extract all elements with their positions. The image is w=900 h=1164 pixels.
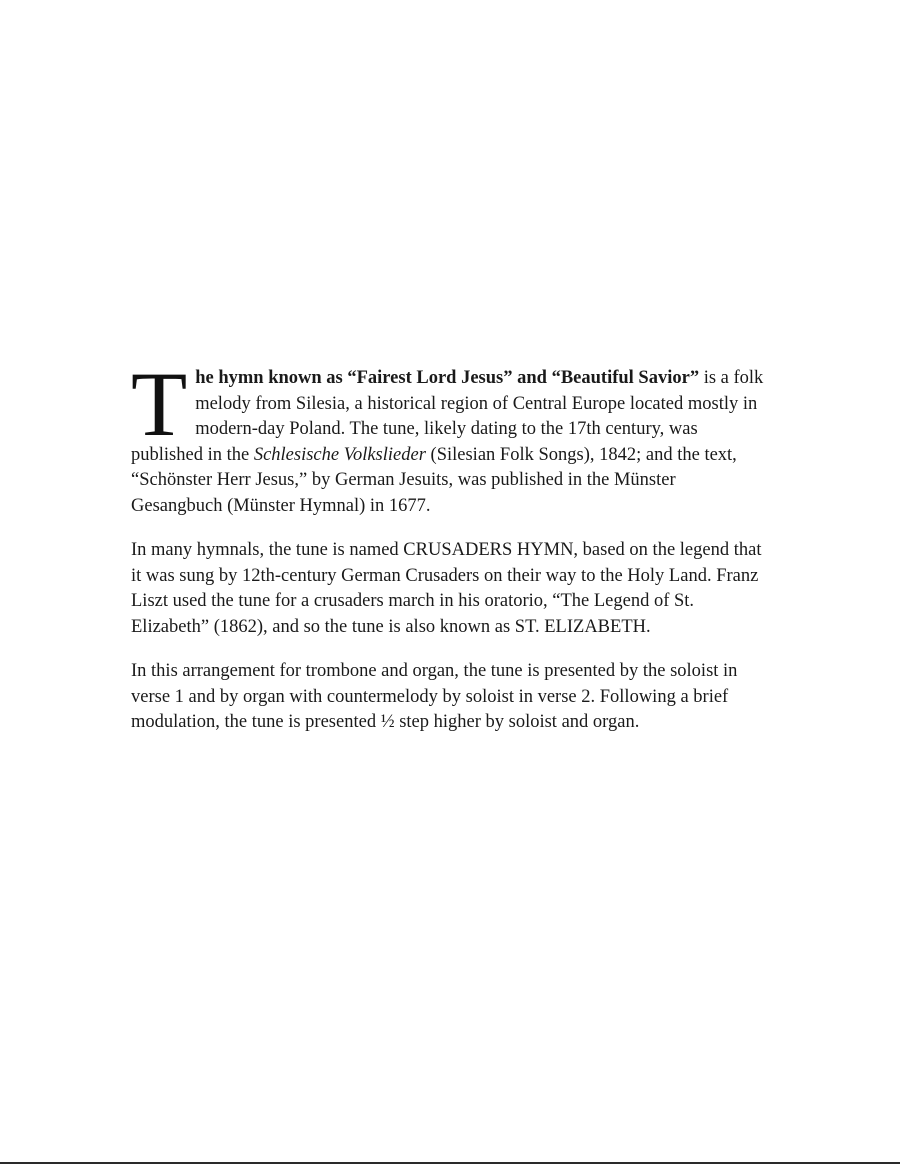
- paragraph-tune-name: In many hymnals, the tune is named CRUSADERS HYMN, based on the legend that it was sung by 12th-century German Crusaders on their way to the Holy Land. Franz Liszt used the tune for a crusaders march in his oratorio, “The Legend of St. Elizabeth” (1862), and so the tune is also known as ST. ELIZABETH.: [131, 540, 762, 637]
- italic-title: Schlesische Volkslieder: [253, 444, 426, 465]
- paragraph-history: [131, 353, 771, 519]
- paragraph-arrangement: In this arrangement for trombone and organ, the tune is presented by the soloist in verse 1 and by organ with countermelody by soloist in verse 2. Following a brief modulation, the tune is presented ½ step higher by soloist and organ.: [131, 661, 738, 732]
- paragraph-history-text-a: is a folk melody from Silesia, a historical region of Central Europe located mostly in modern-day Poland. The tune, likely dating to the 17th century, was published in the: [131, 368, 764, 465]
- drop-cap: T: [131, 353, 188, 455]
- paragraph-history-text-b: (Silesian Folk Songs), 1842; and the text, “Schönster Herr Jesus,” by German Jesuits, was published in the Münster Gesangbuch (Münster Hymnal) in 1677.: [131, 444, 737, 516]
- program-notes: [131, 353, 771, 755]
- lead-in-bold: he hymn known as “Fairest Lord Jesus” and “Beautiful Savior”: [195, 368, 700, 388]
